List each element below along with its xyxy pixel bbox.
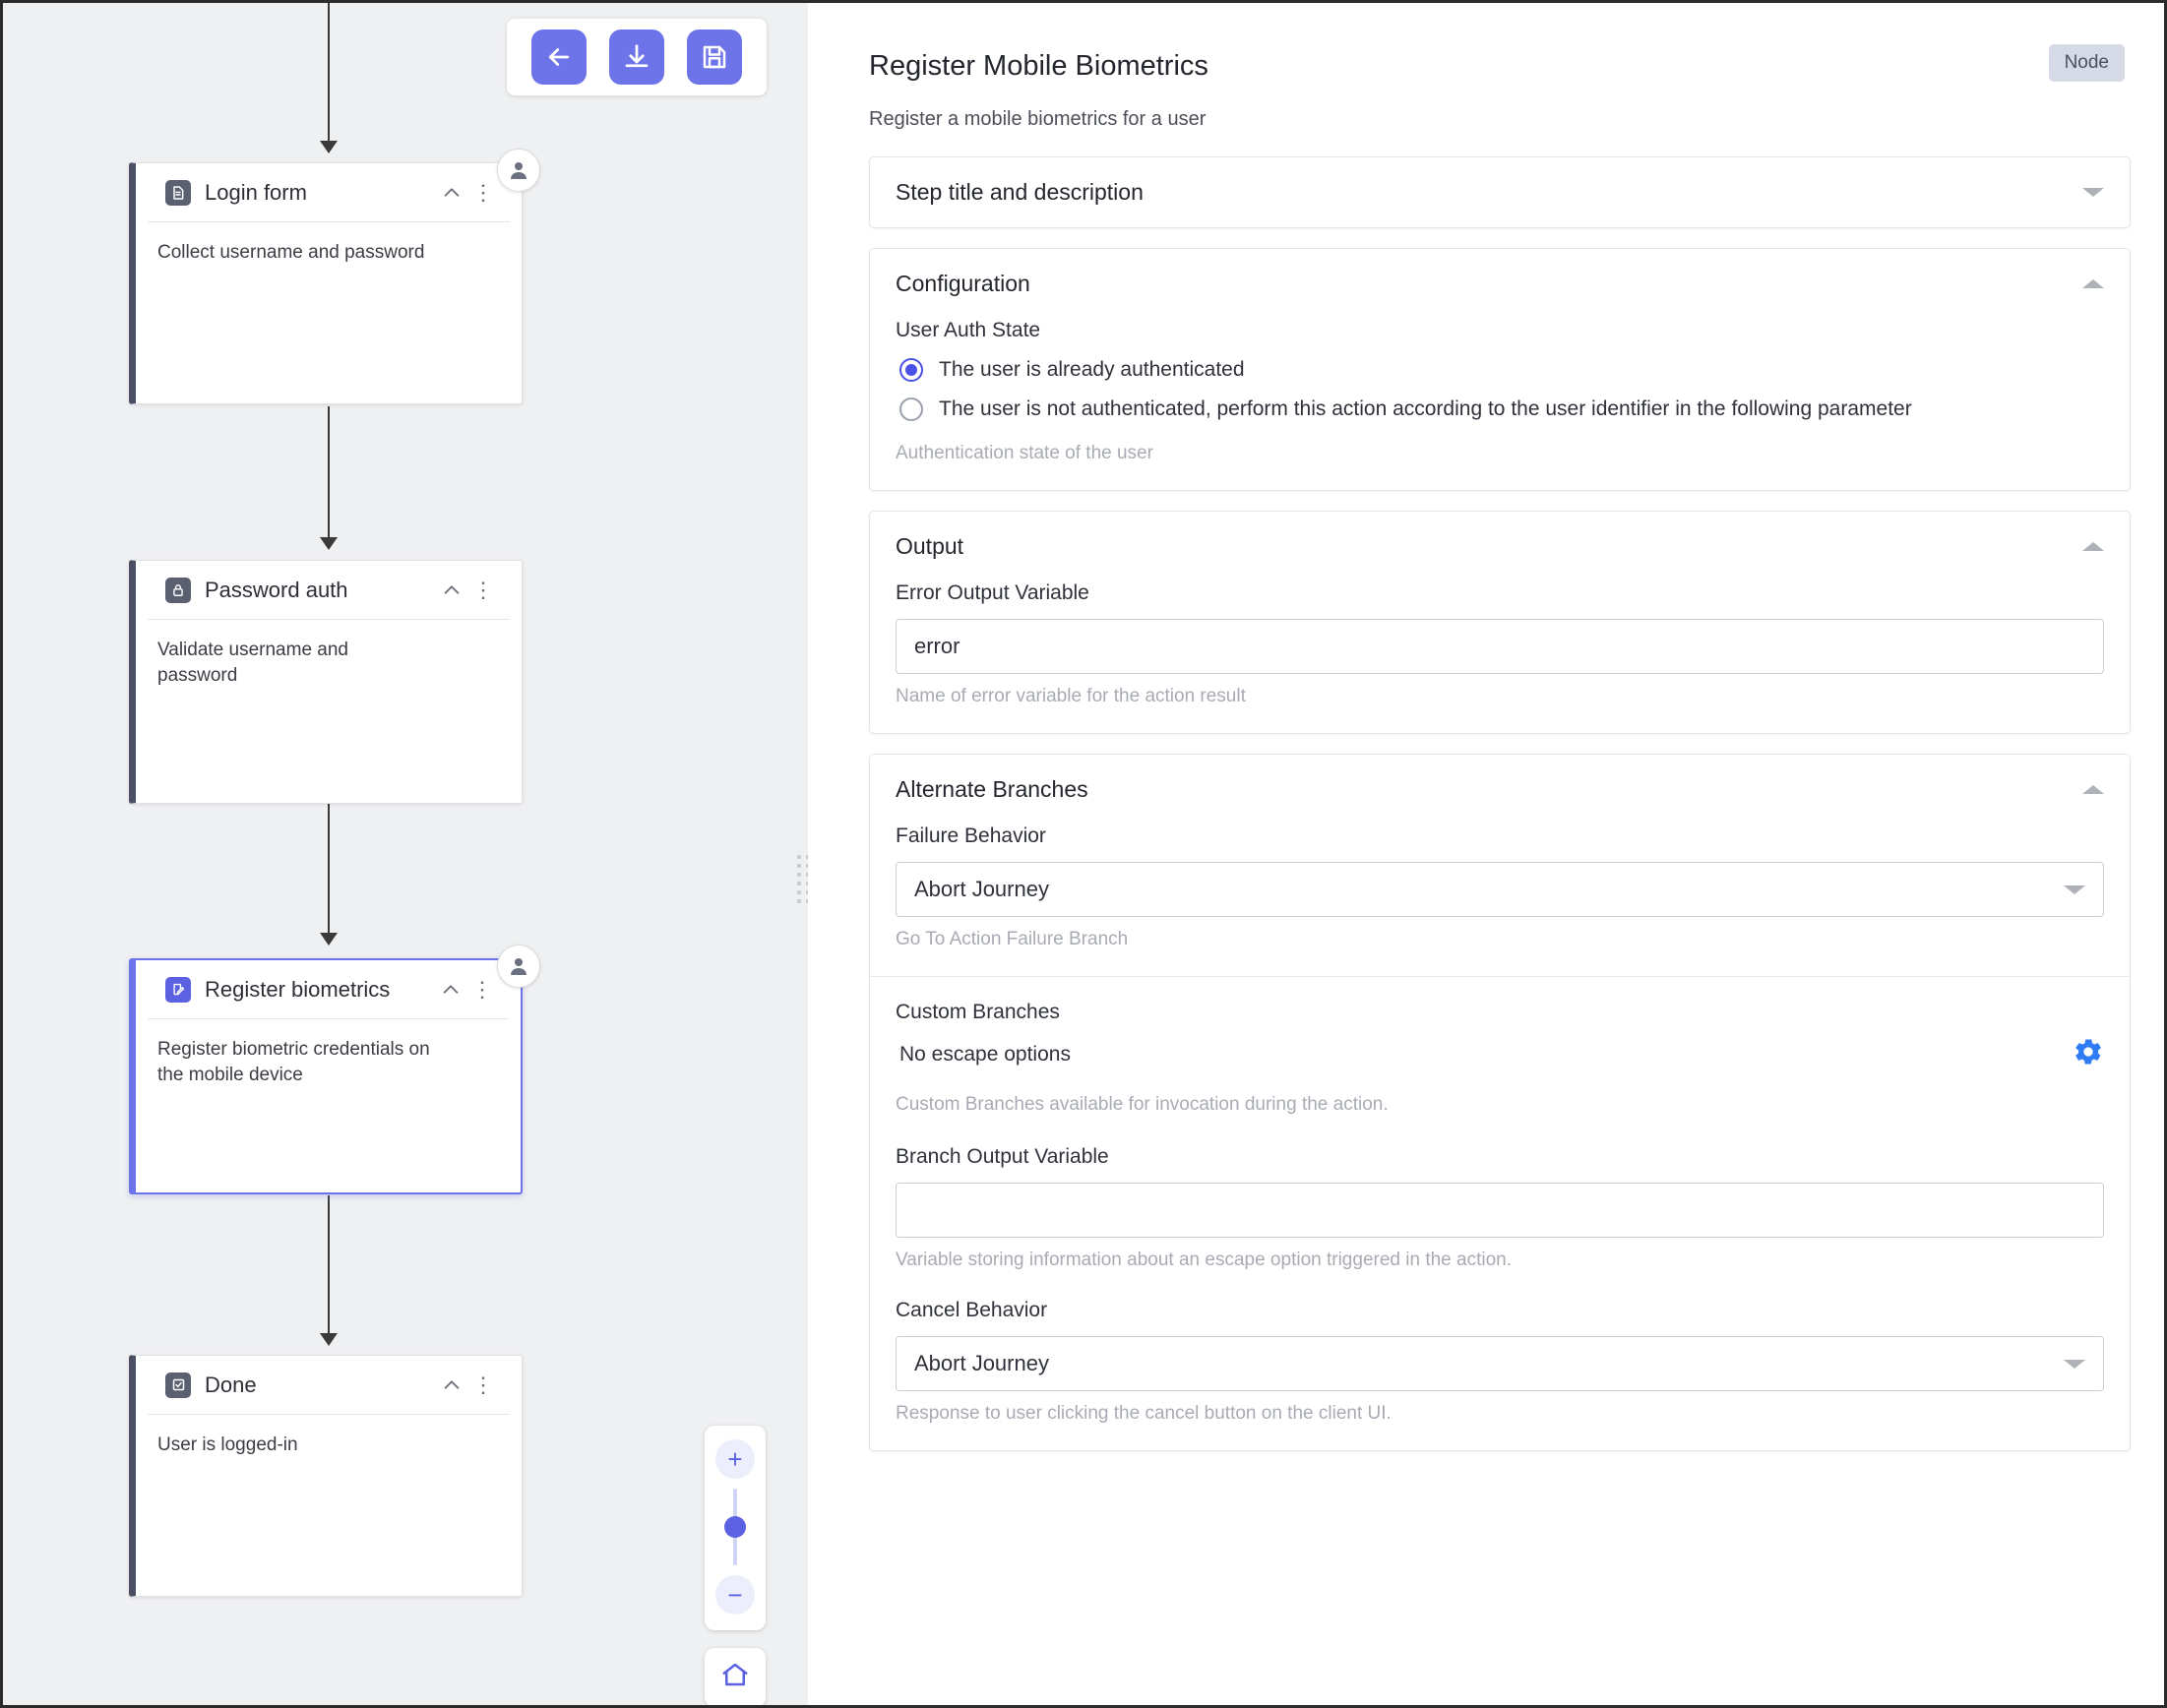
chevron-up-icon[interactable] [2082, 279, 2104, 288]
node-title: Done [205, 1372, 257, 1397]
cancel-behavior-value: Abort Journey [914, 1351, 1049, 1375]
error-output-variable-label: Error Output Variable [896, 581, 1089, 604]
radio-option-not-authenticated[interactable] [899, 397, 2104, 421]
branch-output-variable-input[interactable] [896, 1183, 2104, 1238]
zoom-out-button[interactable]: − [715, 1575, 755, 1615]
failure-behavior-label: Failure Behavior [896, 824, 1046, 847]
zoom-slider[interactable] [733, 1489, 737, 1565]
radio-icon-selected[interactable] [899, 358, 923, 382]
arrow-to-done [320, 1333, 338, 1346]
node-description: User is logged-in [157, 1434, 298, 1455]
lock-icon [165, 578, 191, 603]
node-title: Password auth [205, 577, 348, 602]
register-icon [165, 977, 191, 1003]
zoom-slider-thumb[interactable] [724, 1516, 746, 1538]
chevron-down-icon[interactable] [2082, 188, 2104, 197]
node-register-biometrics[interactable] [129, 958, 523, 1194]
section-header-label: Output [896, 533, 964, 559]
section-header-label: Step title and description [896, 179, 1144, 205]
section-body [870, 319, 2130, 490]
node-menu-icon[interactable]: ⋮ [472, 1372, 494, 1397]
section-header-label: Alternate Branches [896, 776, 1088, 802]
section-header-label: Configuration [896, 271, 1030, 296]
radio-icon[interactable] [899, 397, 923, 421]
zoom-controls[interactable] [705, 1426, 766, 1630]
arrow-to-login [320, 141, 338, 153]
section-header[interactable] [870, 157, 2130, 227]
section-body [870, 824, 2130, 1450]
chevron-up-icon[interactable] [438, 977, 464, 1003]
custom-branches-label: Custom Branches [896, 1001, 1060, 1023]
node-menu-icon[interactable]: ⋮ [471, 976, 493, 1002]
node-header[interactable] [148, 561, 510, 620]
node-avatar-badge[interactable] [497, 945, 540, 988]
failure-behavior-hint: Go To Action Failure Branch [896, 929, 1129, 949]
section-output[interactable] [869, 511, 2131, 734]
connector-top [328, 3, 330, 149]
download-button[interactable] [609, 30, 664, 85]
node-header[interactable] [148, 163, 510, 222]
node-title: Login form [205, 179, 307, 205]
reset-view-button[interactable] [705, 1648, 766, 1705]
node-header[interactable] [148, 960, 509, 1019]
section-configuration[interactable] [869, 248, 2131, 491]
canvas-toolbar [507, 19, 767, 95]
node-description: Validate username and password [157, 640, 348, 686]
radio-option-authenticated[interactable] [899, 358, 2104, 382]
chevron-down-icon[interactable] [2064, 1360, 2085, 1369]
document-icon [165, 180, 191, 206]
node-type-badge: Node [2049, 44, 2125, 82]
radio-label: The user is not authenticated, perform this action according to the user identifier in the following parameter [939, 397, 1912, 420]
chevron-down-icon[interactable] [2064, 885, 2085, 894]
cancel-behavior-label: Cancel Behavior [896, 1299, 1048, 1321]
custom-branches-hint: Custom Branches available for invocation during the action. [896, 1094, 1389, 1115]
arrow-to-register [320, 933, 338, 946]
gear-icon[interactable] [2073, 1036, 2104, 1072]
chevron-up-icon[interactable] [439, 578, 464, 603]
section-header[interactable] [870, 249, 2130, 319]
custom-branches-row [896, 1036, 2104, 1072]
radio-label: The user is already authenticated [939, 358, 1245, 381]
failure-behavior-value: Abort Journey [914, 877, 1049, 901]
arrow-to-password [320, 537, 338, 550]
node-description: Register biometric credentials on the mobile device [157, 1039, 430, 1085]
user-auth-state-label: User Auth State [896, 319, 1041, 341]
connector-register-to-done [328, 1195, 330, 1341]
connector-password-to-register [328, 802, 330, 940]
section-header[interactable] [870, 512, 2130, 581]
branch-output-variable-hint: Variable storing information about an escape option triggered in the action. [896, 1250, 1512, 1270]
node-password-auth[interactable] [129, 560, 523, 804]
back-button[interactable] [531, 30, 587, 85]
node-login-form[interactable] [129, 162, 523, 404]
section-step-title[interactable] [869, 156, 2131, 228]
chevron-up-icon[interactable] [2082, 785, 2104, 794]
page-subtitle: Register a mobile biometrics for a user [869, 108, 1207, 130]
divider [870, 976, 2130, 977]
branch-output-variable-label: Branch Output Variable [896, 1145, 1109, 1168]
section-alternate-branches[interactable] [869, 754, 2131, 1451]
node-menu-icon[interactable]: ⋮ [472, 179, 494, 205]
page-title: Register Mobile Biometrics [869, 50, 1208, 82]
zoom-in-button[interactable]: + [715, 1439, 755, 1479]
check-box-icon [165, 1372, 191, 1398]
node-title: Register biometrics [205, 976, 391, 1002]
error-output-variable-input[interactable] [896, 619, 2104, 674]
cancel-behavior-select[interactable] [896, 1336, 2104, 1391]
cancel-behavior-hint: Response to user clicking the cancel button on the client UI. [896, 1403, 1392, 1424]
node-menu-icon[interactable]: ⋮ [472, 577, 494, 602]
node-description: Collect username and password [157, 242, 425, 263]
section-header[interactable] [870, 755, 2130, 824]
connector-login-to-password [328, 406, 330, 544]
node-header[interactable] [148, 1356, 510, 1415]
node-done[interactable] [129, 1355, 523, 1597]
chevron-up-icon[interactable] [439, 180, 464, 206]
chevron-up-icon[interactable] [2082, 542, 2104, 551]
panel-splitter[interactable] [796, 851, 808, 906]
properties-panel [808, 3, 2164, 1705]
error-output-variable-hint: Name of error variable for the action result [896, 686, 1246, 706]
save-button[interactable] [687, 30, 742, 85]
chevron-up-icon[interactable] [439, 1372, 464, 1398]
journey-canvas[interactable] [3, 3, 808, 1705]
custom-branches-value: No escape options [899, 1042, 1071, 1066]
user-auth-state-hint: Authentication state of the user [896, 443, 1153, 463]
section-body [870, 581, 2130, 733]
failure-behavior-select[interactable] [896, 862, 2104, 917]
node-avatar-badge[interactable] [497, 149, 540, 192]
